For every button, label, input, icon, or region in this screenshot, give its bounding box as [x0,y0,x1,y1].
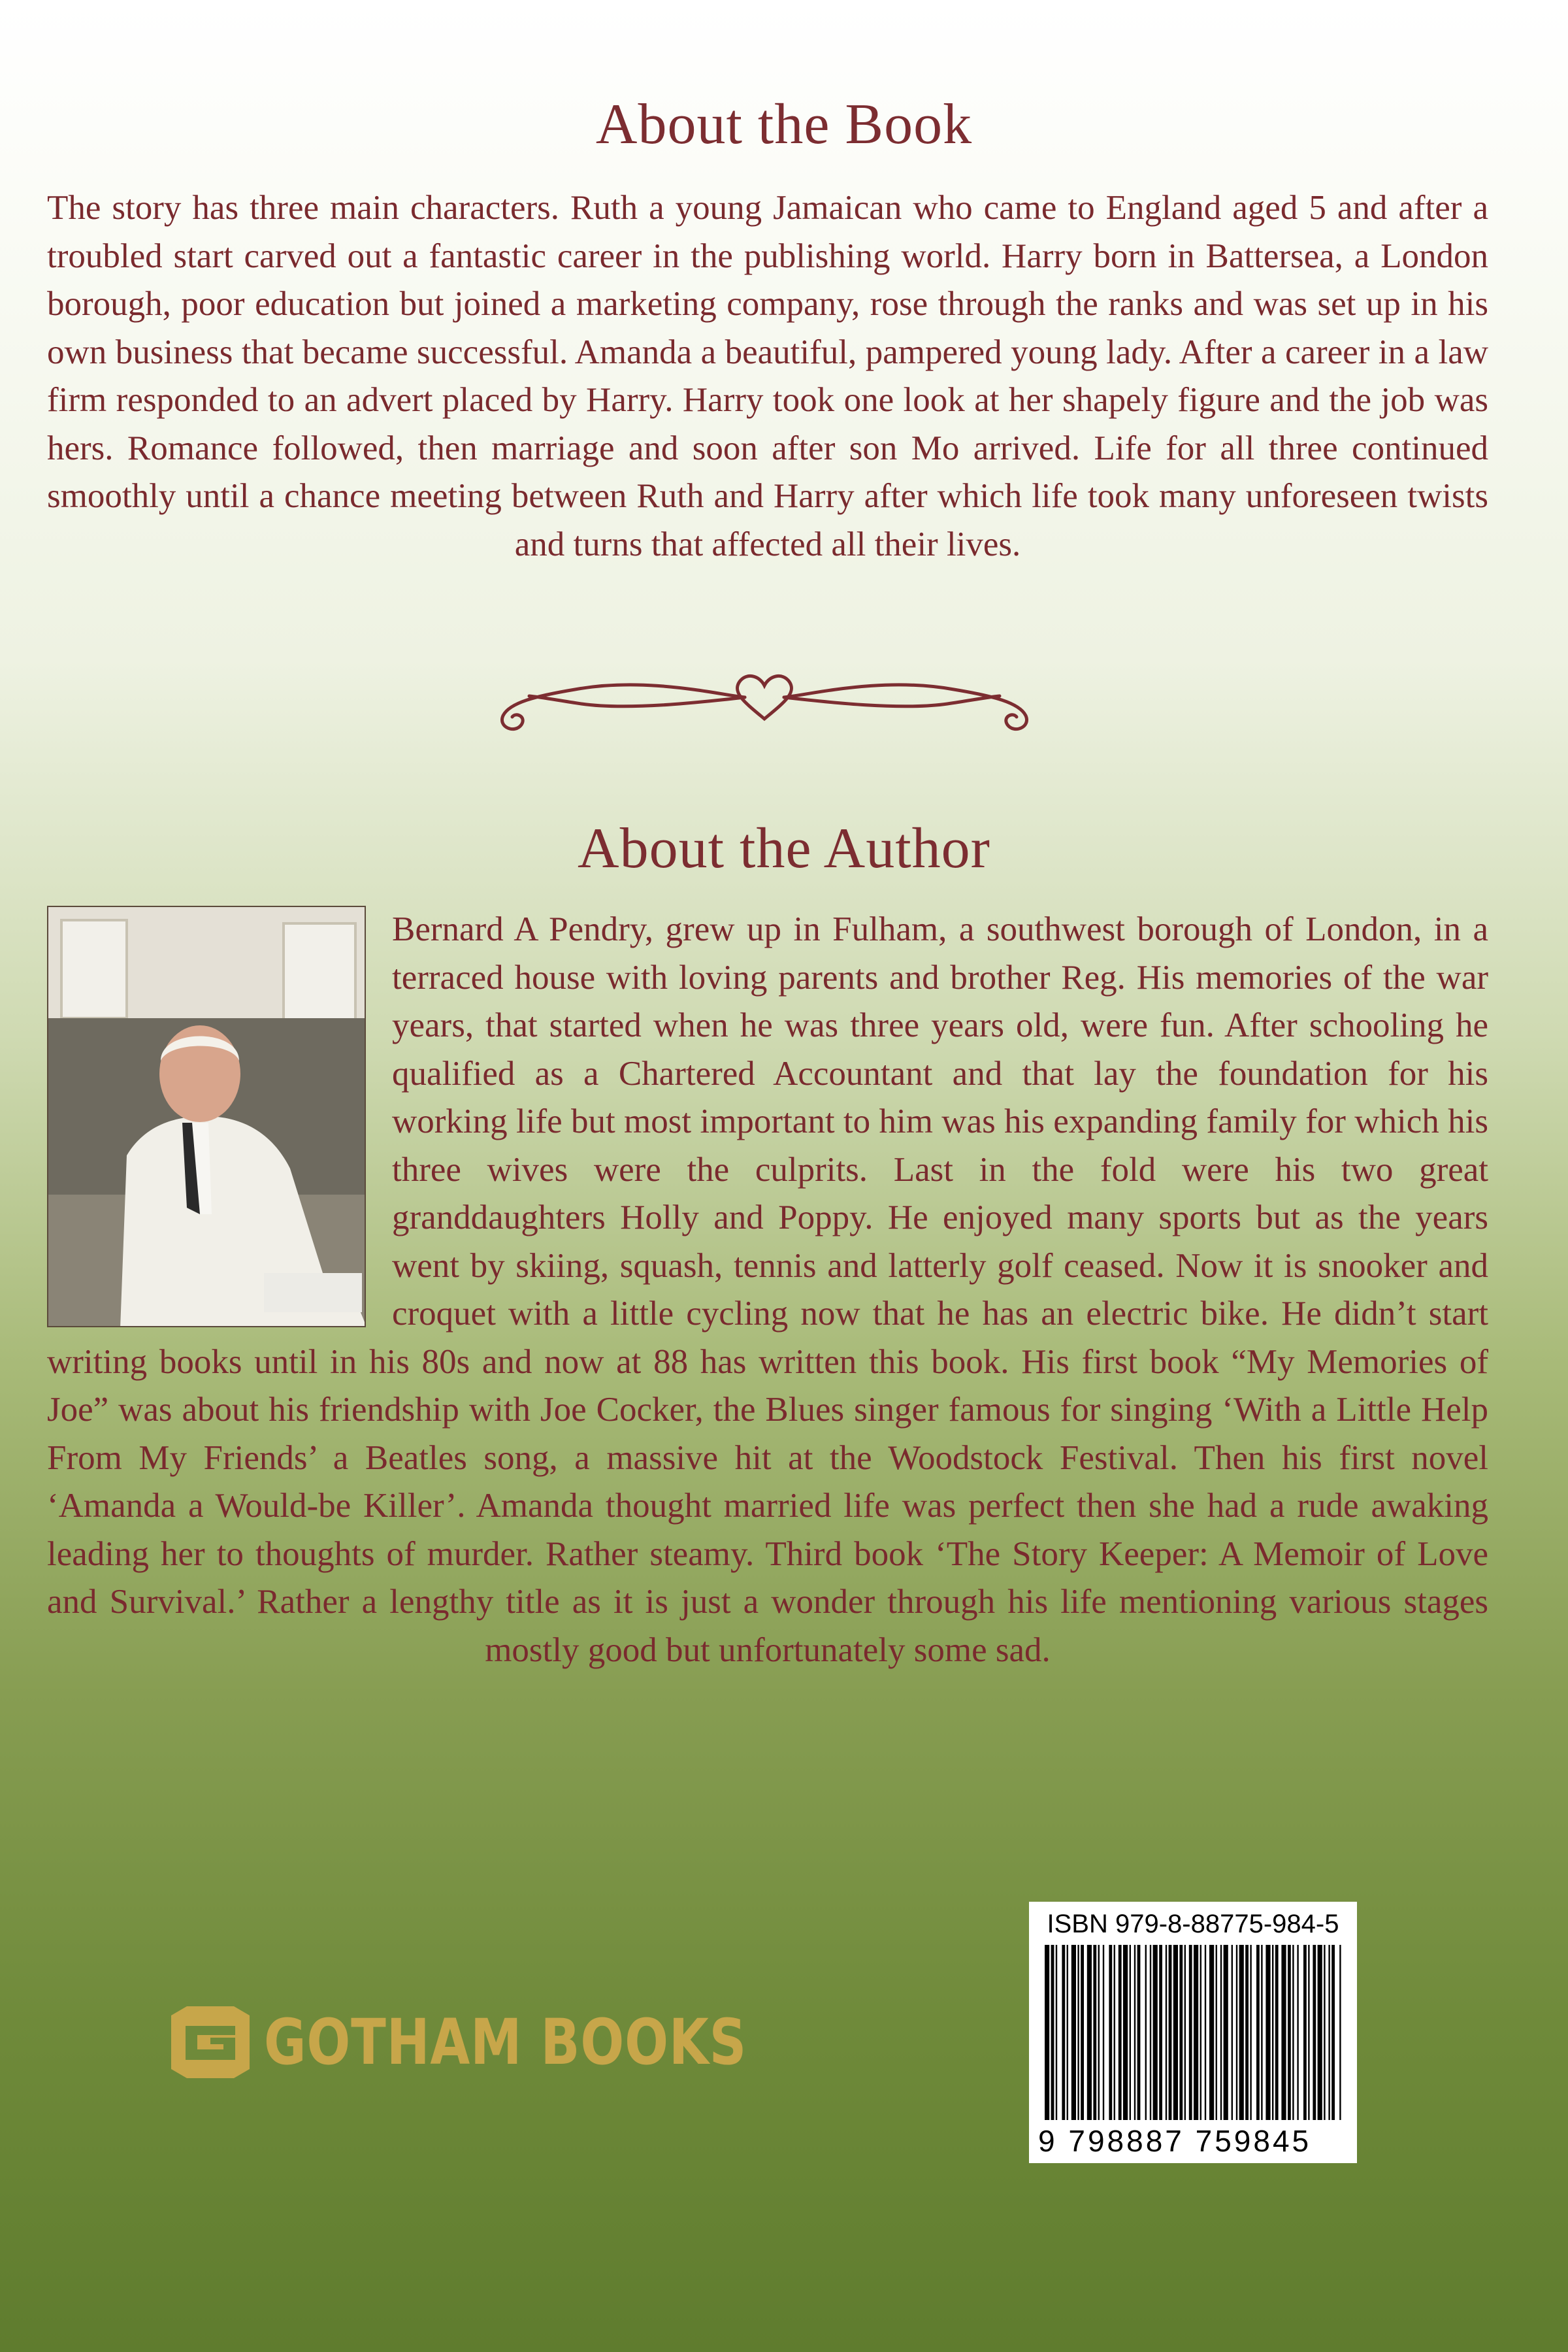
publisher-logo [171,2000,853,2085]
isbn-label: ISBN 979-8-88775-984-5 [1047,1910,1339,1938]
barcode-bar [1093,1945,1096,2120]
barcode-bar [1169,1945,1172,2120]
barcode-bar [1331,1945,1335,2120]
barcode-bar [1318,1945,1322,2120]
about-book-heading: About the Book [595,93,973,156]
barcode-bar [1250,1945,1251,2120]
barcode-bar [1098,1945,1100,2120]
barcode-digits: 9 798887 759845 [1038,2124,1312,2158]
barcode-bar [1071,1945,1076,2120]
barcode-bar [1256,1945,1260,2120]
barcode-bar [1313,1945,1316,2120]
about-author-text: Bernard A Pendry, grew up in Fulham, a southwest borough of London, in a terraced house with loving parents and brother Reg. His memories of the war years, that started when he was three years old, were fun. After schooling he qualified as a Chartered Accountant and that lay the foundation for his working life but most important to him was his expanding family for which his three wives were the culprits. Last in the fold were his two great granddaughters Holly and Poppy. He enjoyed many sports but as the years went by skiing, squash, tennis and latterly golf ceased. Now it is snooker and croquet with a little cycling now that he has an electric bike. He didn’t start writing books until in his 80s and now at 88 has written this book. His first book “My Memories of Joe” was about his friendship with Joe Cocker, the Blues singer famous for singing ‘With a Little Help From My Friends’ a Beatles song, a massive hit at the Woodstock Festival. Then his first novel ‘Amanda a Would-be Killer’. Amanda thought married life was perfect then she had a rude awaking leading her to thoughts of murder. Rather steamy. Third book ‘The Story Keeper: A Memoir of Love and Survival.’ Rather a lengthy title as it is just a wonder through his life mentioning various stages mostly good but unfortunately some sad. [47,910,1488,1669]
barcode-bar [1220,1945,1222,2120]
barcode-bar [1062,1945,1065,2120]
barcode-bar [1103,1945,1104,2120]
barcode-bar [1130,1945,1131,2120]
barcode-bar [1150,1945,1151,2120]
barcode-bar [1281,1945,1286,2120]
barcode-bar [1194,1945,1198,2120]
barcode-bar [1145,1945,1147,2120]
barcode-bar [1209,1945,1214,2120]
barcode-bar [1205,1945,1206,2120]
barcode-bar [1123,1945,1128,2120]
barcode-bar [1179,1945,1183,2120]
barcode-bar [1303,1945,1307,2120]
barcode-bar [1328,1945,1330,2120]
barcode-bar [1077,1945,1079,2120]
barcode-bars [1038,1940,1348,2121]
barcode-bar [1261,1945,1262,2120]
barcode-bar [1137,1945,1141,2120]
barcode-bar [1045,1945,1049,2120]
barcode-bar [1159,1945,1162,2120]
barcode-bar [1297,1945,1298,2120]
barcode-bar [1216,1945,1217,2120]
barcode-bar [1051,1945,1054,2120]
barcode-bar [1166,1945,1167,2120]
author-bio-block [47,906,1488,1674]
heart-flourish-icon [483,657,1045,735]
barcode-bar [1232,1945,1233,2120]
about-author-heading: About the Author [578,817,990,880]
about-book-text: The story has three main characters. Ruth a young Jamaican who came to England aged 5 and after a troubled start carved out a fantastic career in the publishing world. Harry born in Battersea, a London borough, poor education but joined a marketing company, rose through the ranks and was set up in his own business that became successful. Amanda a beautiful, pampered young lady. After a career in a law firm responded to an advert placed by Harry. Harry took one look at her shapely figure and the job was hers. Romance followed, then marriage and soon after son Mo arrived. Life for all three continued smoothly until a chance meeting between Ruth and Harry after which life took many unforeseen twists and turns that affected all their lives. [47,189,1488,563]
barcode-bar [1184,1945,1186,2120]
barcode-bar [1114,1945,1115,2120]
author-portrait-illustration [48,907,366,1327]
barcode-bar [1173,1945,1178,2120]
barcode-bar [1339,1945,1341,2120]
barcode-bar [1245,1945,1249,2120]
author-portrait [47,906,366,1327]
barcode-bar [1189,1945,1192,2120]
barcode-bar [1109,1945,1112,2120]
barcode-bar [1239,1945,1244,2120]
barcode-bar [1087,1945,1092,2120]
barcode-bar [1272,1945,1273,2120]
barcode-bar [1288,1945,1291,2120]
barcode-bar [1081,1945,1084,2120]
gotham-books-logo-icon [171,2006,250,2078]
barcode-bar [1067,1945,1068,2120]
barcode-bar [1236,1945,1237,2120]
barcode-bar [1292,1945,1294,2120]
barcode-bar [1224,1945,1228,2120]
barcode-bar [1153,1945,1158,2120]
publisher-name: GOTHAM BOOKS [264,2006,747,2079]
barcode-bar [1134,1945,1135,2120]
barcode-bar [1308,1945,1309,2120]
isbn-barcode [1029,1902,1357,2163]
barcode-bar [1266,1945,1270,2120]
barcode-bar [1119,1945,1122,2120]
barcode-bar [1275,1945,1279,2120]
barcode-bar [1324,1945,1325,2120]
barcode-bar [1056,1945,1057,2120]
barcode-bar [1200,1945,1201,2120]
